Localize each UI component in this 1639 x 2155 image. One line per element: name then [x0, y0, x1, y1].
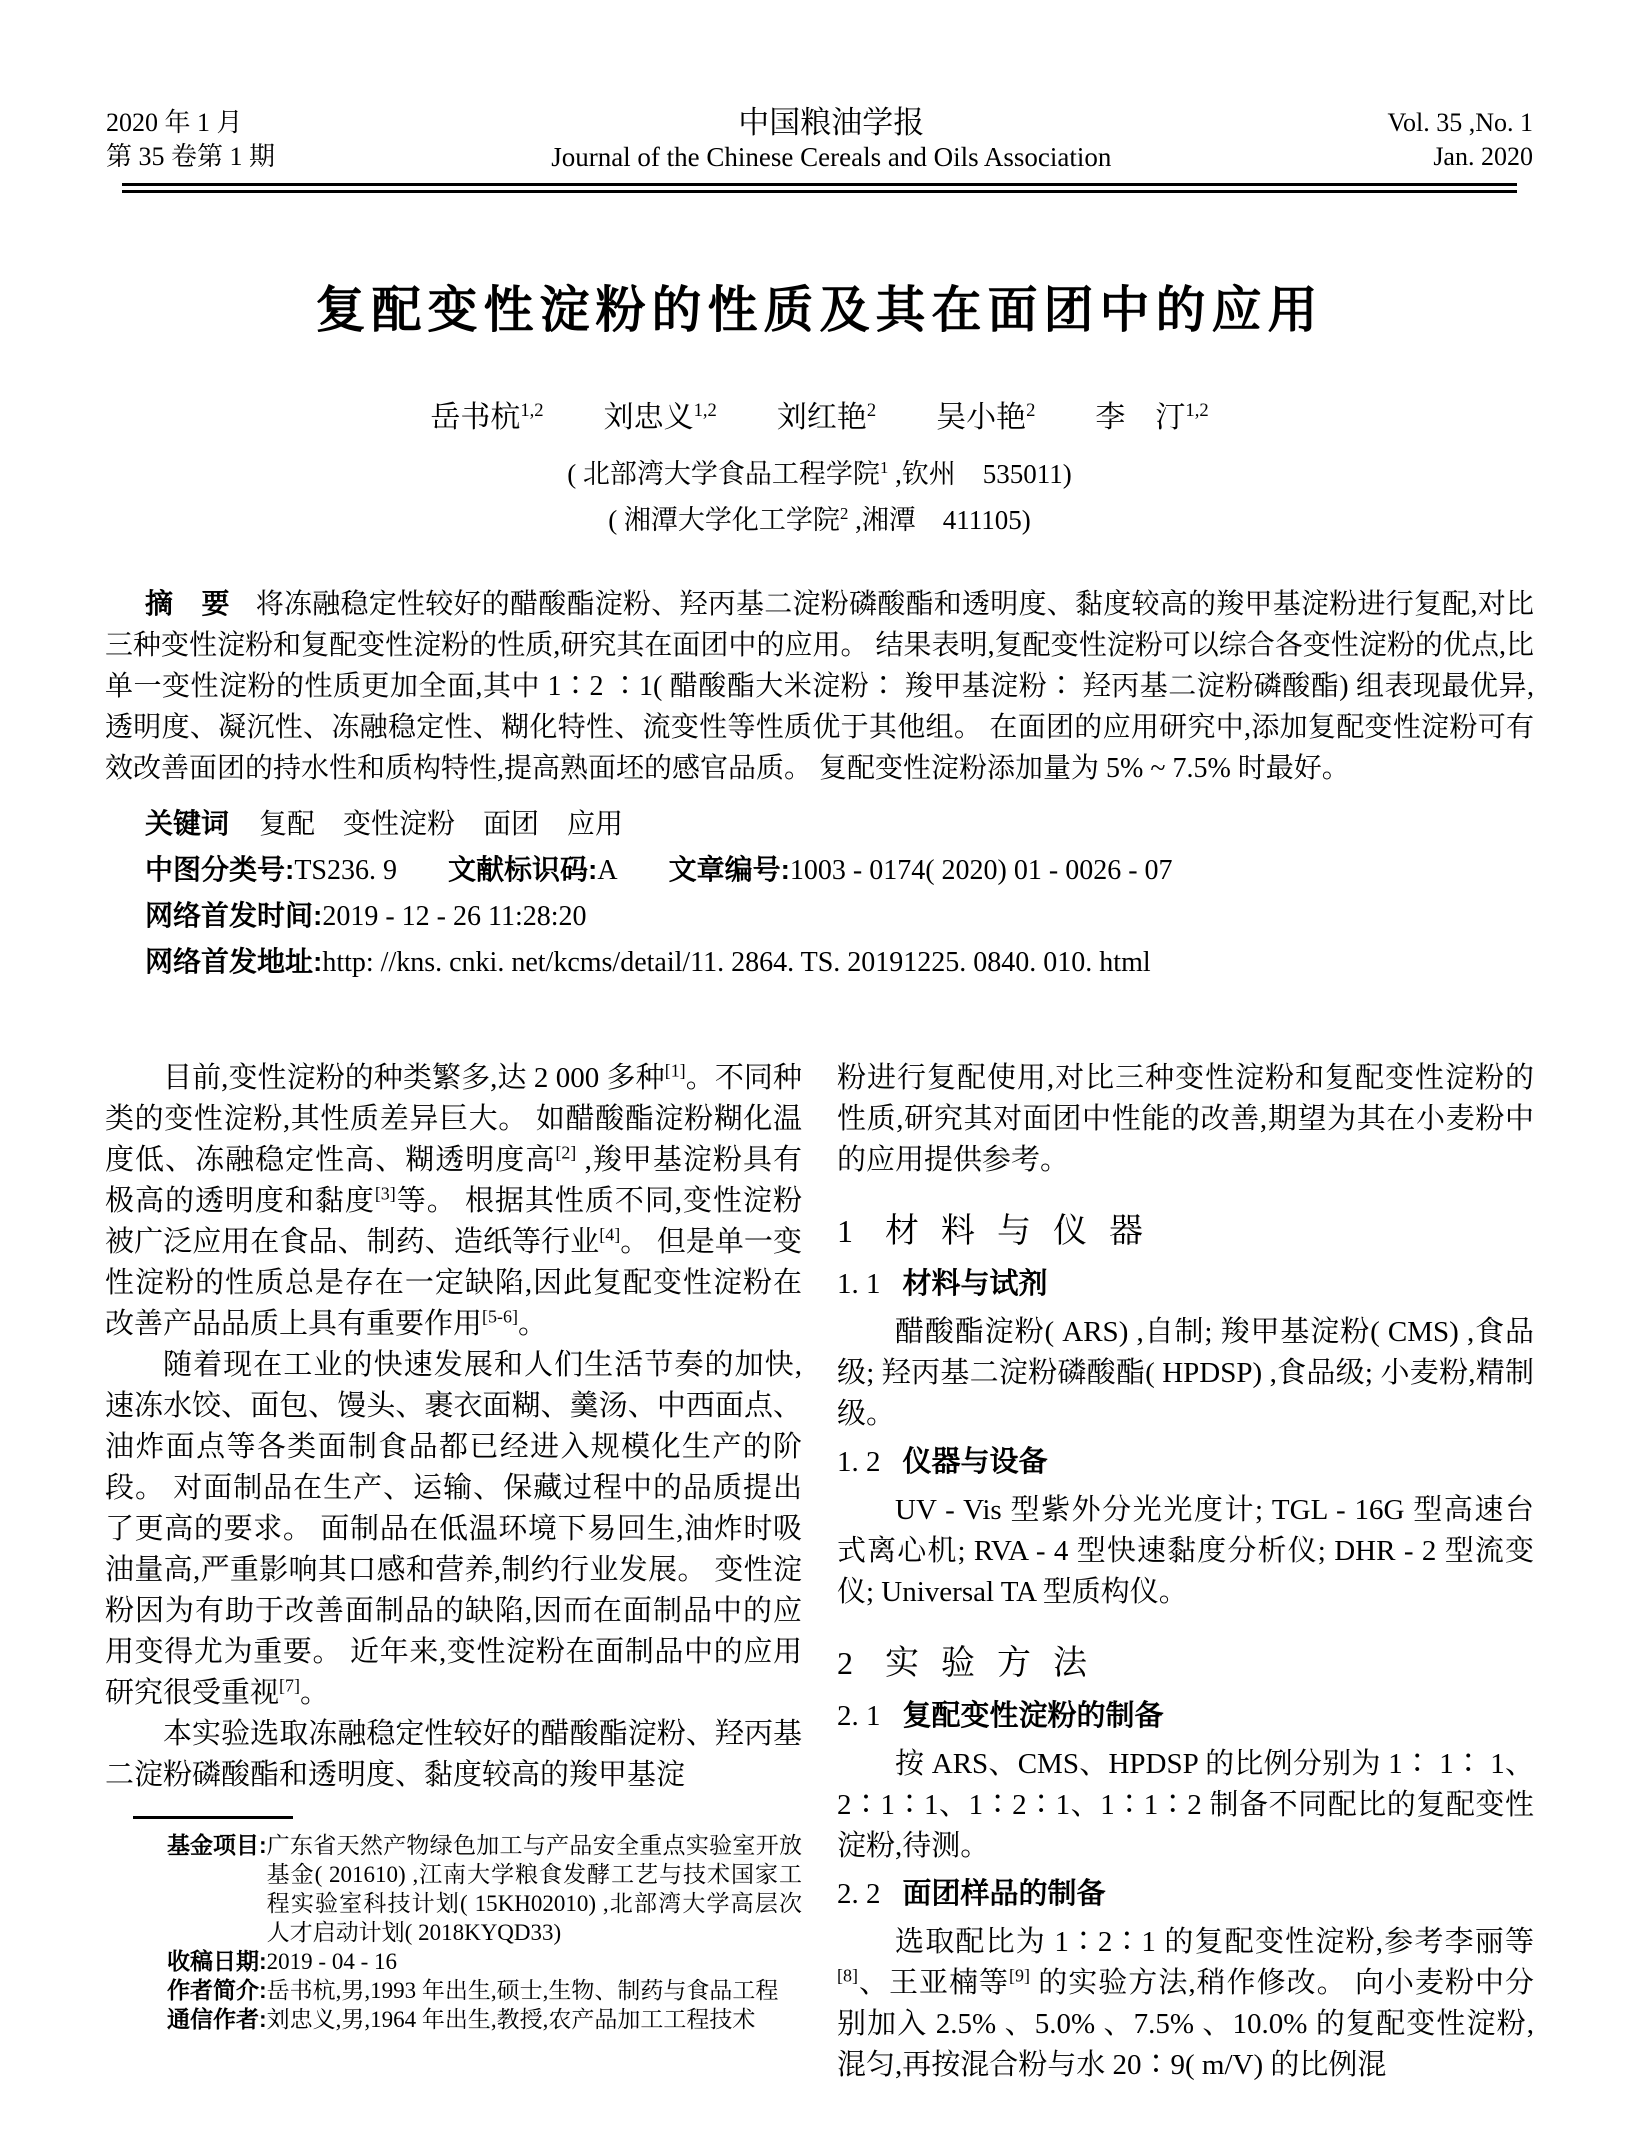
fund-text: 广东省天然产物绿色加工与产品安全重点实验室开放基金( 201610) ,江南大学粮食发酵工艺与技术国家工程实验室科技计划( 15KH02010) ,北部湾大学高层次人才启动计划( 2018KYQD33) [266, 1833, 802, 1945]
abstract-text: 将冻融稳定性较好的醋酸酯淀粉、羟丙基二淀粉磷酸酯和透明度、黏度较高的羧甲基淀粉进行复配,对比三种变性淀粉和复配变性淀粉的性质,研究其在面团中的应用。 结果表明,复配变性淀粉可以综合各变性淀粉的优点,比单一变性淀粉的性质更加全面,其中 1∶2 ∶1( 醋酸酯大米淀粉∶ 羧甲基淀粉∶ 羟丙基二淀粉磷酸酯) 组表现最优异,透明度、凝沉性、冻融稳定性、糊化特性、流变性等性质优于其他组。 在面团的应用研究中,添加复配变性淀粉可有效改善面团的持水性和质构特性,提高熟面坯的感官品质。 复配变性淀粉添加量为 5% ~ 7.5% 时最好。 [105, 589, 1534, 784]
section-1-heading [837, 1211, 1534, 1252]
section-1-number: 1 [837, 1213, 853, 1249]
corr-label: 通信作者: [167, 2006, 267, 2032]
online-time-line [145, 895, 1534, 937]
header-volume-en: Vol. 35 ,No. 1 [1387, 108, 1533, 137]
footnote-author-bio [105, 1976, 802, 2005]
doc-code-value: A [597, 855, 618, 886]
section-2-2-heading [837, 1874, 1534, 1915]
header-volume-block [1388, 106, 1533, 174]
clc-label: 中图分类号: [145, 854, 295, 885]
corr-value: 刘忠义,男,1964 年出生,教授,农产品加工工程技术 [266, 2007, 756, 2032]
section-1-title: 材料与仪器 [885, 1213, 1165, 1250]
section-2-heading [837, 1643, 1534, 1684]
authors-line: 岳书杭$^{1,2}$ 刘忠义$^{1,2}$ 刘红艳$^2$ 吴小艳$^2$ 李 汀$^{1,2}$ [430, 400, 1209, 434]
abstract-label: 摘 要 [145, 588, 230, 619]
online-url-value[interactable]: http: //kns. cnki. net/kcms/detail/11. 2864. TS. 20191225. 0840. 010. html [322, 947, 1151, 978]
affiliation-2: ( 湘潭大学化工学院$^2$ ,湘潭 411105) [608, 504, 1031, 535]
section-1-1-paragraph: 醋酸酯淀粉( ARS) ,自制; 羧甲基淀粉( CMS) ,食品级; 羟丙基二淀粉磷酸酯( HPDSP) ,食品级; 小麦粉,精制级。 [837, 1316, 1534, 1430]
article-id-value: 1003 - 0174( 2020) 01 - 0026 - 07 [789, 855, 1173, 886]
section-2-1-title: 复配变性淀粉的制备 [902, 1700, 1164, 1732]
header-date-cn: 2020 年 1 月 [106, 108, 243, 137]
header-date-en: Jan. 2020 [1433, 142, 1533, 171]
section-2-number: 2 [837, 1645, 853, 1681]
affiliation-1: ( 北部湾大学食品工程学院$^1$ ,钦州 535011) [567, 458, 1072, 489]
left-column [105, 1058, 802, 2086]
received-label: 收稿日期: [167, 1948, 267, 1974]
online-time-value: 2019 - 12 - 26 11:28:20 [322, 901, 587, 932]
clc-value: TS236. 9 [294, 855, 398, 886]
section-1-2-title: 仪器与设备 [902, 1446, 1048, 1478]
header-journal-block [551, 106, 1111, 175]
body-columns [105, 1058, 1534, 2086]
section-2-1-heading [837, 1696, 1534, 1737]
section-2-2-paragraph: 选取配比为 1∶2∶1 的复配变性淀粉,参考李丽等[8]、王亚楠等[9] 的实验方法,稍作修改。 向小麦粉中分别加入 2.5% 、5.0% 、7.5% 、10.0% 的复配变性淀粉,混匀,再按混合粉与水 20∶9( m/V) 的比例混 [837, 1926, 1534, 2081]
section-2-2-number: 2. 2 [837, 1878, 881, 1910]
section-1-2-paragraph: UV - Vis 型紫外分光光度计; TGL - 16G 型高速台式离心机; RVA - 4 型快速黏度分析仪; DHR - 2 型流变仪; Universal TA 型质构仪。 [837, 1494, 1534, 1608]
article-id-label: 文章编号: [668, 854, 790, 885]
journal-title-cn: 中国粮油学报 [738, 105, 925, 140]
header-issue-block [106, 106, 275, 174]
paper-title: 复配变性淀粉的性质及其在面团中的应用 [315, 282, 1324, 338]
online-url-label: 网络首发地址: [145, 946, 323, 977]
paragraph-intro-3: 本实验选取冻融稳定性较好的醋酸酯淀粉、羟丙基二淀粉磷酸酯和透明度、黏度较高的羧甲基淀 [105, 1718, 802, 1791]
fund-label: 基金项目: [167, 1832, 267, 1858]
bio-label: 作者简介: [167, 1977, 267, 2003]
section-2-1-paragraph: 按 ARS、CMS、HPDSP 的比例分别为 1∶ 1∶ 1、2∶1∶1、1∶2∶1、1∶1∶2 制备不同配比的复配变性淀粉,待测。 [837, 1748, 1534, 1862]
header-issue-cn: 第 35 卷第 1 期 [106, 142, 276, 171]
online-url-line [145, 941, 1534, 983]
section-1-1-heading [837, 1264, 1534, 1305]
section-1-2-heading [837, 1442, 1534, 1483]
doc-code-label: 文献标识码: [448, 854, 598, 885]
footnote-corresponding [105, 2005, 802, 2034]
footnote-fund [105, 1831, 802, 1947]
keywords-list: 复配 变性淀粉 面团 应用 [259, 809, 624, 840]
footnote-block [105, 1816, 802, 2034]
article-id-pair [669, 855, 1173, 886]
page-header [106, 106, 1533, 175]
footnote-received [105, 1947, 802, 1976]
section-1-2-number: 1. 2 [837, 1446, 881, 1478]
header-rule [122, 183, 1517, 193]
doc-code-pair [448, 855, 618, 886]
front-matter [105, 583, 1534, 983]
section-2-2-title: 面团样品的制备 [902, 1878, 1106, 1910]
received-value: 2019 - 04 - 16 [266, 1949, 397, 1974]
section-2-title: 实验方法 [885, 1645, 1109, 1682]
paragraph-intro-1: 目前,变性淀粉的种类繁多,达 2 000 多种[1]。不同种类的变性淀粉,其性质差异巨大。 如醋酸酯淀粉糊化温度低、冻融稳定性高、糊透明度高[2] ,羧甲基淀粉具有极高的透明度和黏度[3]等。 根据其性质不同,变性淀粉被广泛应用在食品、制药、造纸等行业[4]。 但是单一变性淀粉的性质总是存在一定缺陷,因此复配变性淀粉在改善产品品质上具有重要作用[5-6]。 [105, 1060, 802, 1340]
bio-value: 岳书杭,男,1993 年出生,硕士,生物、制药与食品工程 [266, 1978, 779, 2003]
paragraph-intro-continued: 粉进行复配使用,对比三种变性淀粉和复配变性淀粉的性质,研究其对面团中性能的改善,期望为其在小麦粉中的应用提供参考。 [837, 1062, 1534, 1176]
section-1-1-title: 材料与试剂 [902, 1268, 1048, 1300]
paragraph-intro-2: 随着现在工业的快速发展和人们生活节奏的加快,速冻水饺、面包、馒头、裹衣面糊、羹汤、中西面点、油炸面点等各类面制食品都已经进入规模化生产的阶段。 对面制品在生产、运输、保藏过程中的品质提出了更高的要求。 面制品在低温环境下易回生,油炸时吸油量高,严重影响其口感和营养,制约行业发展。 变性淀粉因为有助于改善面制品的缺陷,因而在面制品中的应用变得尤为重要。 近年来,变性淀粉在面制品中的应用研究很受重视[7]。 [105, 1349, 802, 1709]
abstract [105, 583, 1534, 789]
footnote-rule [133, 1816, 293, 1819]
journal-title-en: Journal of the Chinese Cereals and Oils Association [551, 142, 1112, 172]
right-column [837, 1058, 1534, 2086]
clc-pair [145, 855, 397, 886]
keywords-line [145, 803, 1534, 845]
keywords-label: 关键词 [145, 808, 230, 839]
section-1-1-number: 1. 1 [837, 1268, 881, 1300]
meta-line [145, 849, 1534, 891]
online-time-label: 网络首发时间: [145, 900, 323, 931]
section-2-1-number: 2. 1 [837, 1700, 881, 1732]
